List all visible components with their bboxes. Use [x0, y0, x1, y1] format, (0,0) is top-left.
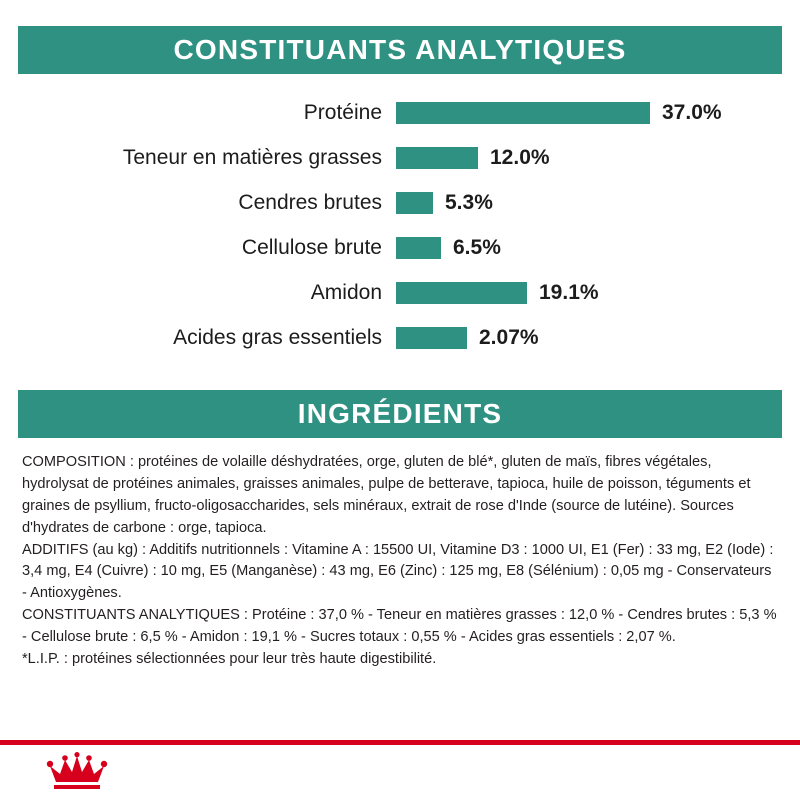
chart-value-label: 12.0% [490, 145, 550, 169]
chart-bar-wrap [396, 90, 782, 135]
ingredients-paragraph-footnote: *L.I.P. : protéines sélectionnées pour leur très haute digestibilité. [22, 651, 437, 668]
brand-footer [0, 740, 800, 800]
royal-canin-crown-logo [46, 752, 108, 792]
chart-value-label: 5.3% [445, 190, 493, 214]
chart-category-label: Protéine [303, 100, 382, 124]
chart-bar [396, 282, 527, 304]
chart-category-label: Cellulose brute [241, 235, 382, 259]
chart-category-label: Acides gras essentiels [173, 325, 382, 349]
chart-value-label: 19.1% [539, 280, 599, 304]
ingredients-paragraph-additives: ADDITIFS (au kg) : Additifs nutritionnels : Vitamine A : 15500 UI, Vitamine D3 : 1000 UI, E1 (Fer) : 33 mg, E2 (Iode) : 3,4 mg, E4 (Cuivre) : 10 mg, E5 (Manganèse) : 43 mg, E6 (Zinc) : 125 mg, E8 (Sélénium) : 0,05 mg - Conservateurs - Antioxygènes. [22, 541, 774, 602]
chart-bar-wrap [396, 180, 782, 225]
chart-row [18, 180, 782, 225]
section-title: INGRÉDIENTS [297, 398, 503, 429]
chart-bar [396, 102, 650, 124]
ingredients-paragraph-analytical: CONSTITUANTS ANALYTIQUES : Protéine : 37,0 % - Teneur en matières grasses : 12,0 % - Cendres brutes : 5,3 % - Cellulose brute : 6,5 % - Amidon : 19,1 % - Sucres totaux : 0,55 % - Acides gras essentiels : 2,07 %. [22, 607, 777, 646]
chart-row [18, 225, 782, 270]
chart-row [18, 90, 782, 135]
chart-row [18, 135, 782, 180]
ingredients-header [18, 390, 782, 438]
section-title: CONSTITUANTS ANALYTIQUES [173, 34, 627, 65]
chart-bar-wrap [396, 225, 782, 270]
chart-category-label: Teneur en matières grasses [122, 145, 382, 169]
chart-bar-wrap [396, 135, 782, 180]
analytical-constituents-chart [18, 90, 782, 375]
chart-value-label: 6.5% [453, 235, 501, 259]
ingredients-paragraph-composition: COMPOSITION : protéines de volaille déshydratées, orge, gluten de blé*, gluten de maïs, fibres végétales, hydrolysat de protéines animales, graisses animales, pulpe de betterave, tapioca, huile de poisson, téguments et graines de psyllium, fructo-oligosaccharides, sels minéraux, extrait de rose d'Inde (source de lutéine). Sources d'hydrates de carbone : orge, tapioca. [22, 454, 751, 536]
chart-value-label: 2.07% [479, 325, 539, 349]
chart-category-label: Amidon [310, 280, 382, 304]
chart-bar [396, 237, 441, 259]
chart-row [18, 315, 782, 360]
chart-category-label: Cendres brutes [238, 190, 382, 214]
chart-bar-wrap [396, 315, 782, 360]
chart-bar-wrap [396, 270, 782, 315]
chart-bar [396, 192, 433, 214]
chart-row [18, 270, 782, 315]
chart-value-label: 37.0% [662, 100, 722, 124]
chart-bar [396, 147, 478, 169]
accent-divider [0, 740, 800, 745]
ingredients-text [22, 452, 778, 671]
chart-bar [396, 327, 467, 349]
analytical-constituents-header [18, 26, 782, 74]
